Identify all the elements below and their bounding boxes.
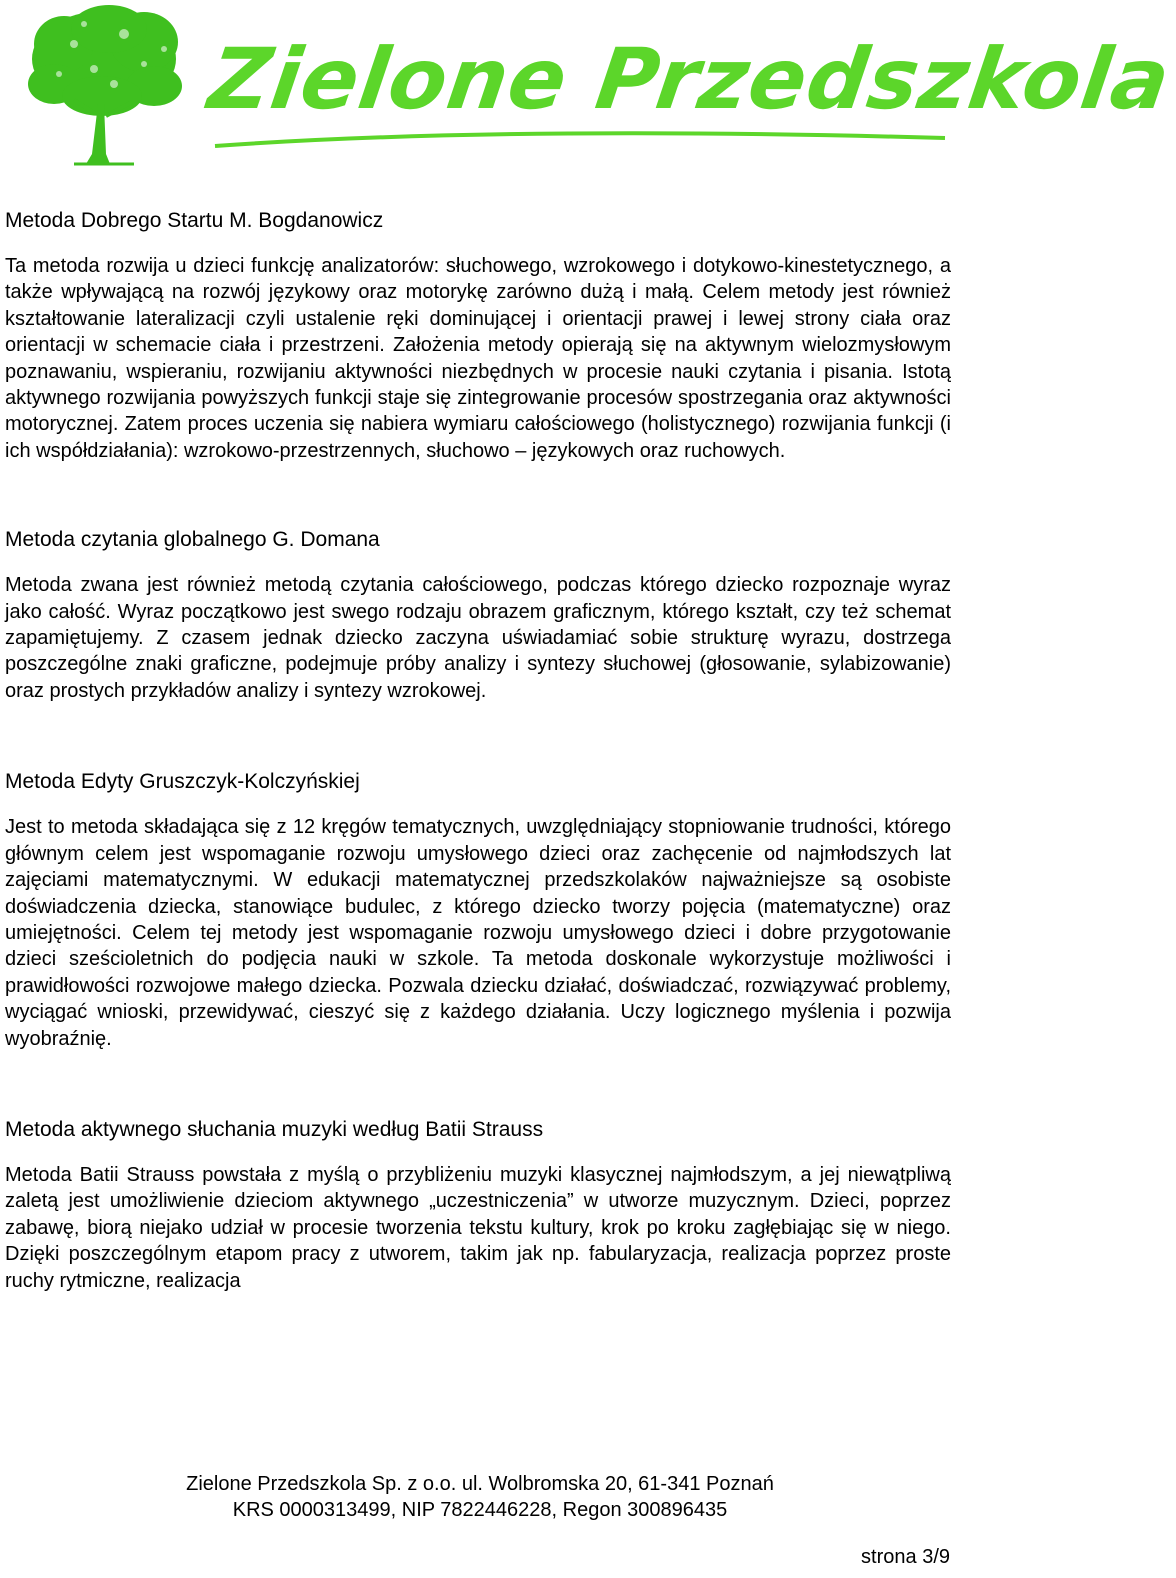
brand-underline-icon <box>210 124 950 154</box>
section-title: Metoda Edyty Gruszczyk-Kolczyńskiej <box>5 770 360 794</box>
section-gruszczyk-kolczynska <box>5 768 951 1052</box>
tree-logo-icon <box>14 4 194 170</box>
section-title: Metoda aktywnego słuchania muzyki według Batii Strauss <box>5 1117 544 1141</box>
section-paragraph: Metoda zwana jest również metodą czytania całościowego, podczas którego dziecko rozpoznaje wyraz jako całość. Wyraz początkowo jest swego rodzaju obrazem graficznym, którego kształt, czy też schemat zapamiętujemy. Z czasem jednak dziecko zaczyna uświadamiać sobie strukturę wyrazu, dostrzega poszczególne znaki graficzne, podejmuje próby analizy i syntezy słuchowej (głosowanie, sylabizowanie) oraz prostych przykładów analizy i syntezy wzrokowej. <box>5 574 951 702</box>
brand-logo-text: Zielone Przedszkola <box>203 30 1176 128</box>
section-doman <box>5 526 951 704</box>
section-bogdanowicz <box>5 207 951 464</box>
section-title: Metoda czytania globalnego G. Domana <box>5 528 380 552</box>
section-strauss <box>5 1116 951 1294</box>
footer-registration: KRS 0000313499, NIP 7822446228, Regon 300896435 <box>232 1499 728 1521</box>
page-header <box>0 0 1176 175</box>
section-paragraph: Jest to metoda składająca się z 12 kręgów tematycznych, uwzględniający stopniowanie trudności, którego głównym celem jest wspomaganie rozwoju umysłowego dzieci oraz zachęcenie od najmłodszych lat zajęciami matematycznymi. W edukacji matematycznej przedszkolaków najważniejsze są osobiste doświadczenia dziecka, stanowiące budulec, z którego dziecko tworzy pojęcia (matematyczne) oraz umiejętności. Celem tej metody jest wspomaganie rozwoju umysłowego dzieci i dobre przygotowanie dzieci sześcioletnich do podjęcia nauki w szkole. Ta metoda doskonale wykorzystuje możliwości i prawidłowości rozwojowe małego dziecka. Pozwala dziecku działać, doświadczać, rozwiązywać problemy, wyciągać wnioski, przewidywać, cieszyć się z każdego działania. Uczy logicznego myślenia i pozwija wyobraźnię. <box>5 816 951 1050</box>
brand-logo <box>203 20 1176 150</box>
page-footer <box>0 1471 960 1523</box>
page-number: strona 3/9 <box>861 1546 950 1568</box>
section-paragraph: Metoda Batii Strauss powstała z myślą o przybliżeniu muzyki klasycznej najmłodszym, a jej niewątpliwą zaletą jest umożliwienie dzieciom aktywnego „uczestniczenia” w utworze muzycznym. Dzieci, poprzez zabawę, biorą niejako udział w procesie tworzenia tekstu kultury, krok po kroku zagłębiając się w niego. Dzięki poszczególnym etapom pracy z utworem, takim jak np. fabularyzacja, realizacja poprzez proste ruchy rytmiczne, realizacja <box>5 1163 951 1292</box>
section-paragraph: Ta metoda rozwija u dzieci funkcję analizatorów: słuchowego, wzrokowego i dotykowo-kinestetycznego, a także wpływającą na rozwój językowy oraz motorykę zarówno dużą i małą. Celem metody jest również kształtowanie lateralizacji czyli ustalenie ręki dominującej i orientacji prawej i lewej strony ciała oraz orientacji w schemacie ciała i przestrzeni. Założenia metody opierają się na aktywnym wielozmysłowym poznawaniu, wspieraniu, rozwijaniu aktywności niezbędnych w procesie nauki czytania i pisania. Istotą aktywnego rozwijania powyższych funkcji staje się zintegrowanie procesów spostrzegania oraz aktywności motorycznej. Zatem proces uczenia się nabiera wymiaru całościowego (holistycznego) rozwijania funkcji (i ich współdziałania): wzrokowo-przestrzennych, słuchowo – językowych oraz ruchowych. <box>5 255 951 462</box>
footer-address: Zielone Przedszkola Sp. z o.o. ul. Wolbromska 20, 61-341 Poznań <box>186 1473 774 1495</box>
section-title: Metoda Dobrego Startu M. Bogdanowicz <box>5 209 384 232</box>
document-body <box>5 207 951 1346</box>
